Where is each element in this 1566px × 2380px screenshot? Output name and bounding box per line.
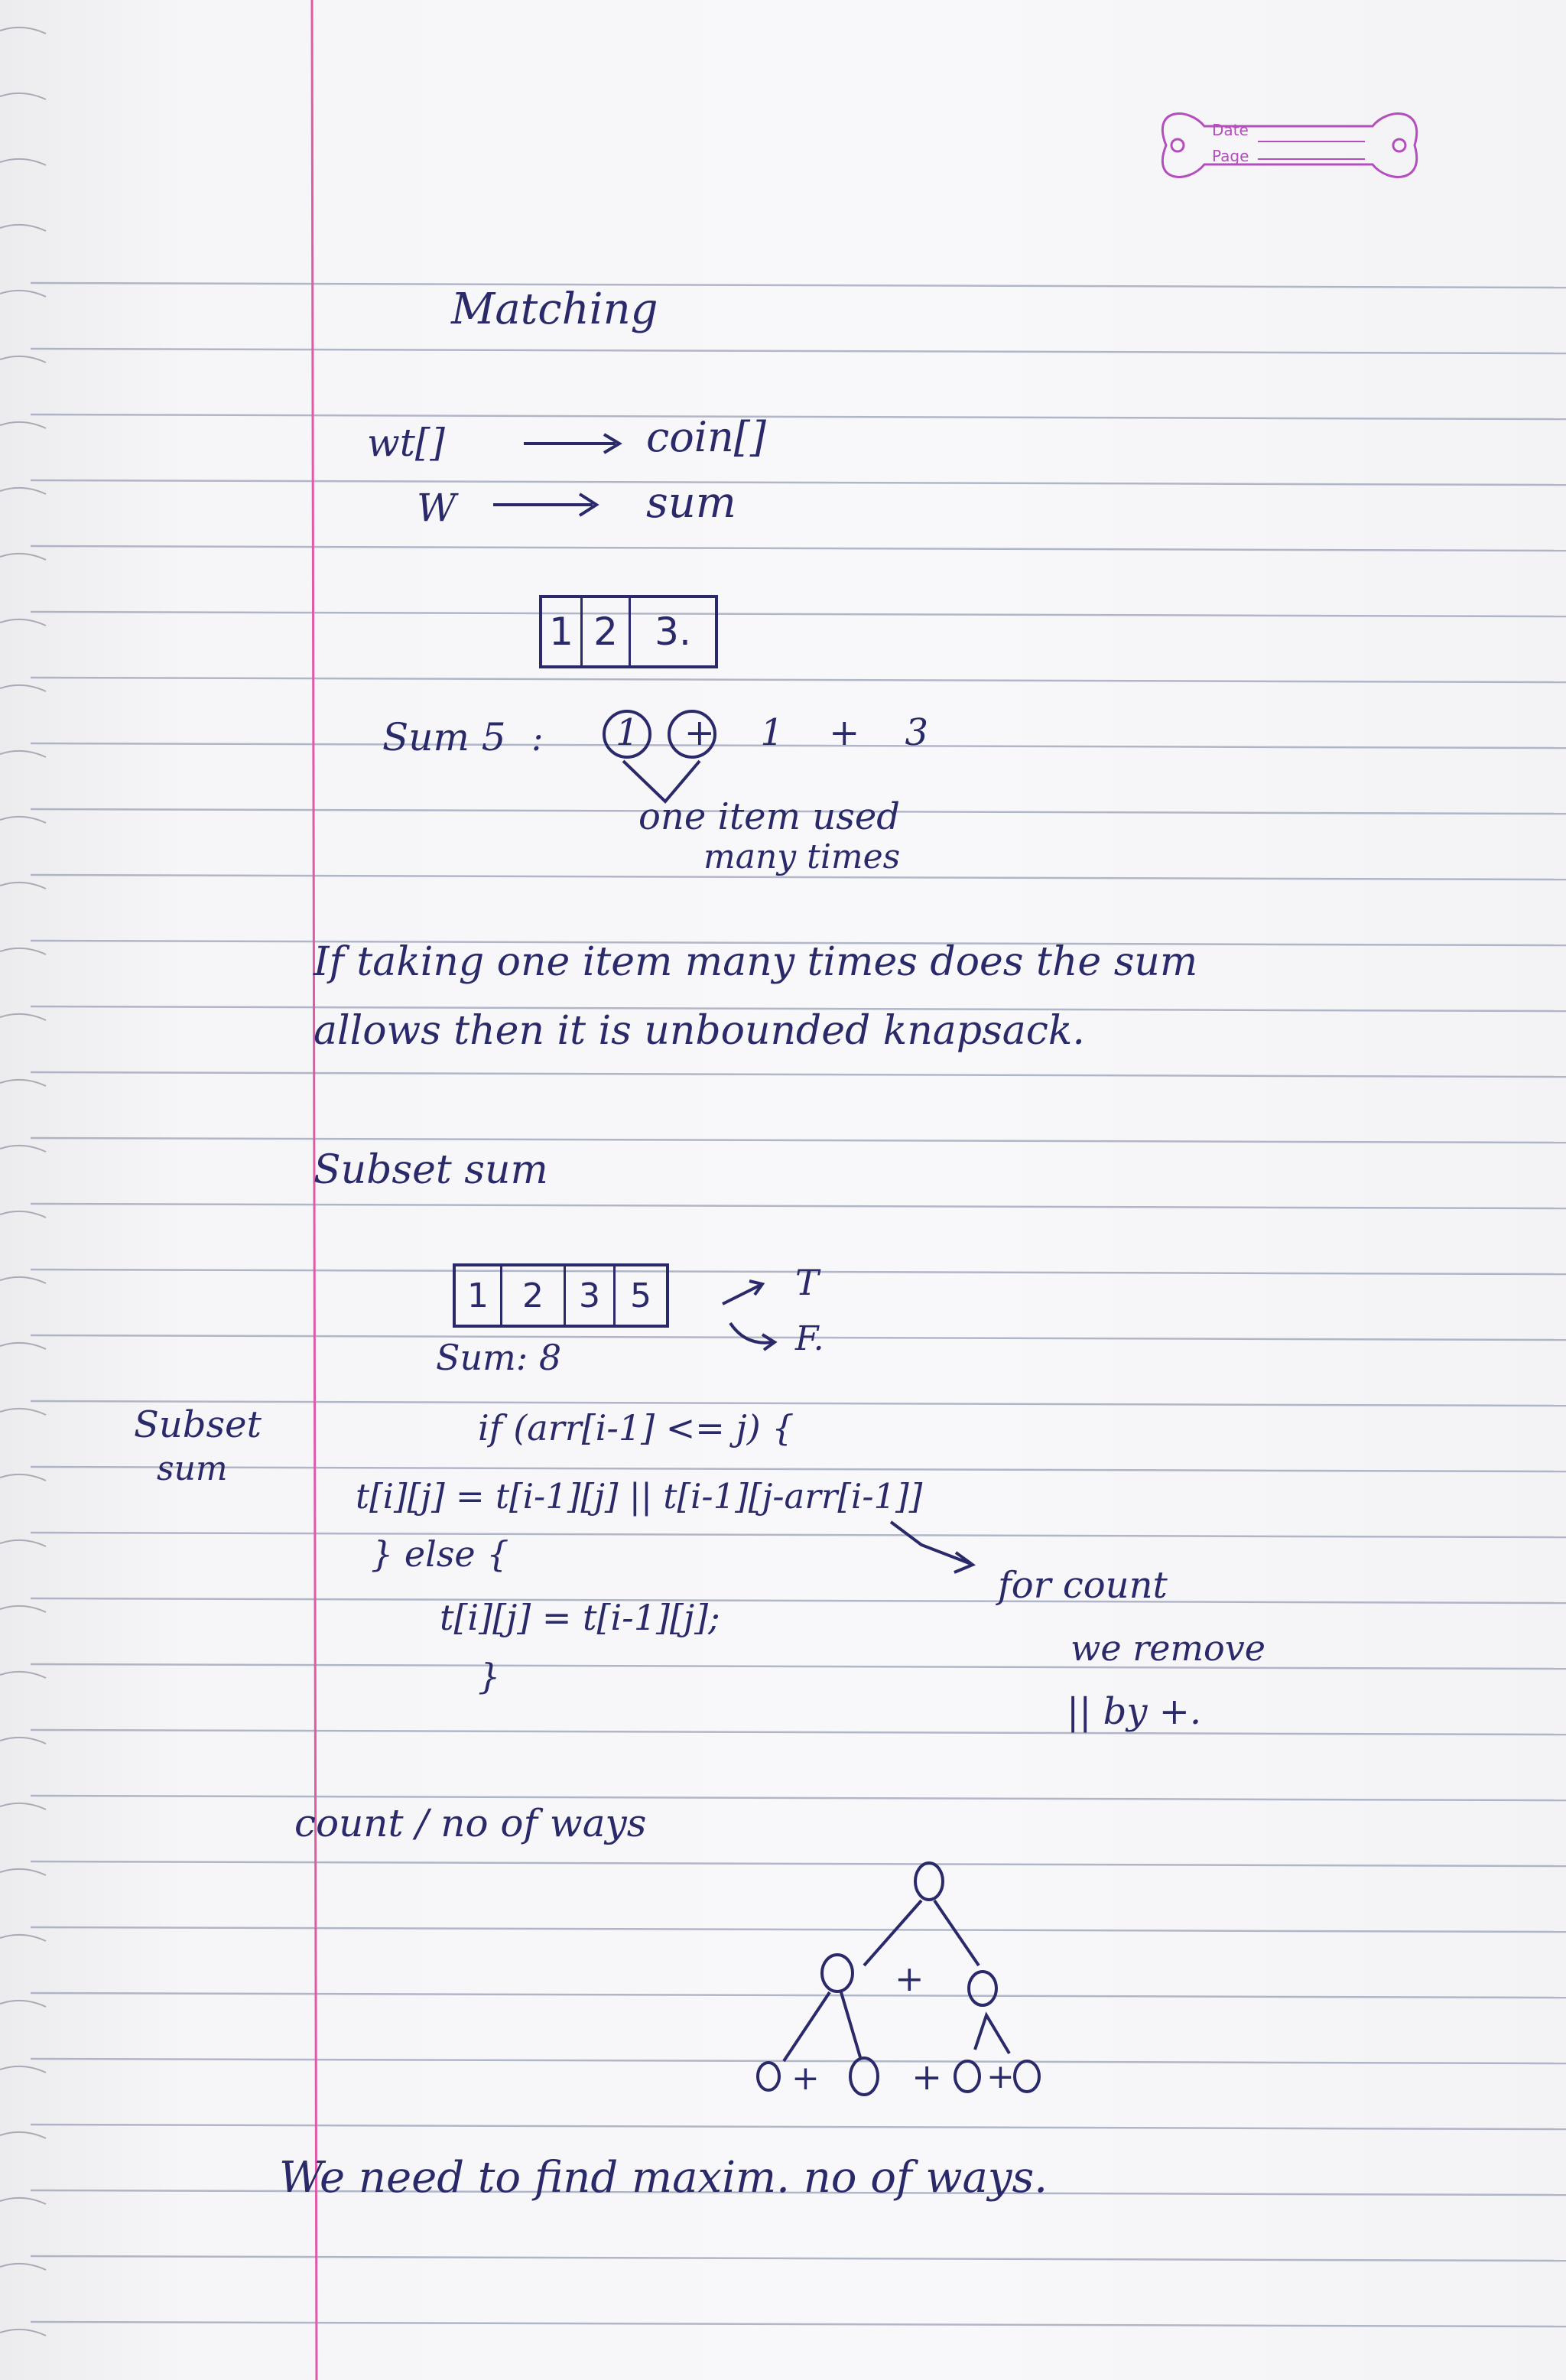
tree-plus: + [911,2056,943,2099]
array-cell: 5 [630,1276,651,1315]
ruled-line [31,1138,1566,1143]
binding-mark [0,554,46,560]
subset-array [453,1263,669,1328]
binding-mark [0,2001,46,2007]
binding-mark [0,1935,46,1941]
binding-mark [0,883,46,889]
arrow-right-icon [520,428,627,459]
binding-mark [0,1409,46,1415]
colon: : [531,717,544,759]
date-page-header [1143,92,1434,199]
branch-arrows-icon [715,1273,807,1357]
binding-mark [0,1803,46,1809]
binding-mark [0,751,46,757]
sum-expression: 1 + 1 + 3 [616,711,946,754]
ruled-line [31,1598,1566,1603]
binding-mark [0,1277,46,1283]
binding-mark [0,1672,46,1678]
code-line4: t[i][j] = t[i-1][j]; [440,1597,720,1638]
note-line2: many times [703,837,901,876]
binding-mark [0,2330,46,2336]
unbounded-note-line2: allows then it is unbounded knapsack. [314,1008,1085,1054]
margin-note-line2: sum [157,1449,228,1488]
tree-plus: + [986,2057,1015,2096]
binding-mark [0,2132,46,2138]
ruled-line [31,1072,1566,1077]
count-note-line1: for count [998,1564,1168,1607]
array-cell: 2 [583,598,631,665]
binding-mark [0,93,46,99]
false-label: F. [795,1319,824,1358]
ruled-line [31,2322,1566,2326]
count-title: count / no of ways [294,1801,647,1845]
code-line1: if (arr[i-1] <= j) { [478,1407,794,1448]
binding-mark [0,1606,46,1612]
ruled-line [31,678,1566,682]
map2-to: sum [646,478,736,528]
binding-mark [0,948,46,954]
array-cell: 1 [456,1266,502,1325]
ruled-line [31,1467,1566,1471]
tree-plus: + [895,1958,924,1999]
map1-from: wt[] [367,421,445,465]
binding-mark [0,1738,46,1744]
count-note-line3: || by +. [1067,1690,1202,1733]
binding-mark [0,685,46,691]
ruled-line [31,415,1566,419]
note-line1: one item used [638,795,900,838]
binding-mark [0,1540,46,1546]
code-line2: t[i][j] = t[i-1][j] || t[i-1][j-arr[i-1]] [356,1476,923,1517]
ruled-line [31,546,1566,551]
binding-mark [0,1474,46,1481]
sum-label: Sum 5 [382,715,506,759]
ruled-line [31,1533,1566,1537]
binding-mark [0,1014,46,1020]
code-line3: } else { [371,1533,509,1575]
binding-mark [0,28,46,34]
margin-note-line1: Subset [134,1403,262,1446]
map2-from: W [417,486,456,530]
ruled-line [31,2256,1566,2261]
ruled-line [31,283,1566,288]
ruled-line [31,480,1566,485]
arrow-right-icon [489,489,604,520]
ruled-line [31,1796,1566,1800]
binding-mark [0,488,46,494]
ruled-line [31,612,1566,616]
conclusion-text: We need to find maxim. no of ways. [279,2153,1048,2203]
subset-sum-title: Subset sum [314,1147,548,1193]
binding-mark [0,1146,46,1152]
binding-mark [0,422,46,428]
binding-mark [0,1080,46,1086]
date-label: Date [1212,121,1249,139]
binding-mark [0,356,46,363]
binding-mark [0,2066,46,2073]
ruled-line [31,1204,1566,1208]
pointer-arrow-icon [879,1514,986,1583]
code-line5: } [478,1656,501,1697]
binding-mark [0,1869,46,1875]
binding-mark [0,2198,46,2204]
true-label: T [795,1262,819,1303]
count-note-line2: we remove [1071,1627,1265,1669]
binding-mark [0,225,46,231]
binding-mark [0,1343,46,1349]
ruled-line [31,1664,1566,1669]
binding-mark [0,1211,46,1218]
ruled-line [31,349,1566,353]
map1-to: coin[] [646,413,766,461]
binding-mark [0,159,46,165]
binding-mark [0,291,46,297]
array-cell: 3. [655,610,691,654]
array-cell: 2 [502,1266,566,1325]
subset-sum-value: Sum: 8 [436,1337,562,1378]
tree-plus: + [791,2059,820,2098]
array-cell: 3 [566,1266,616,1325]
matching-title: Matching [451,284,658,334]
binding-mark [0,817,46,823]
ruled-line [31,1730,1566,1735]
binding-mark [0,619,46,626]
unbounded-note-line1: If taking one item many times does the sum [314,939,1198,985]
matching-array [539,595,718,668]
binding-mark [0,2264,46,2270]
array-cell: 1 [542,598,583,665]
page-label: Page [1212,147,1249,165]
